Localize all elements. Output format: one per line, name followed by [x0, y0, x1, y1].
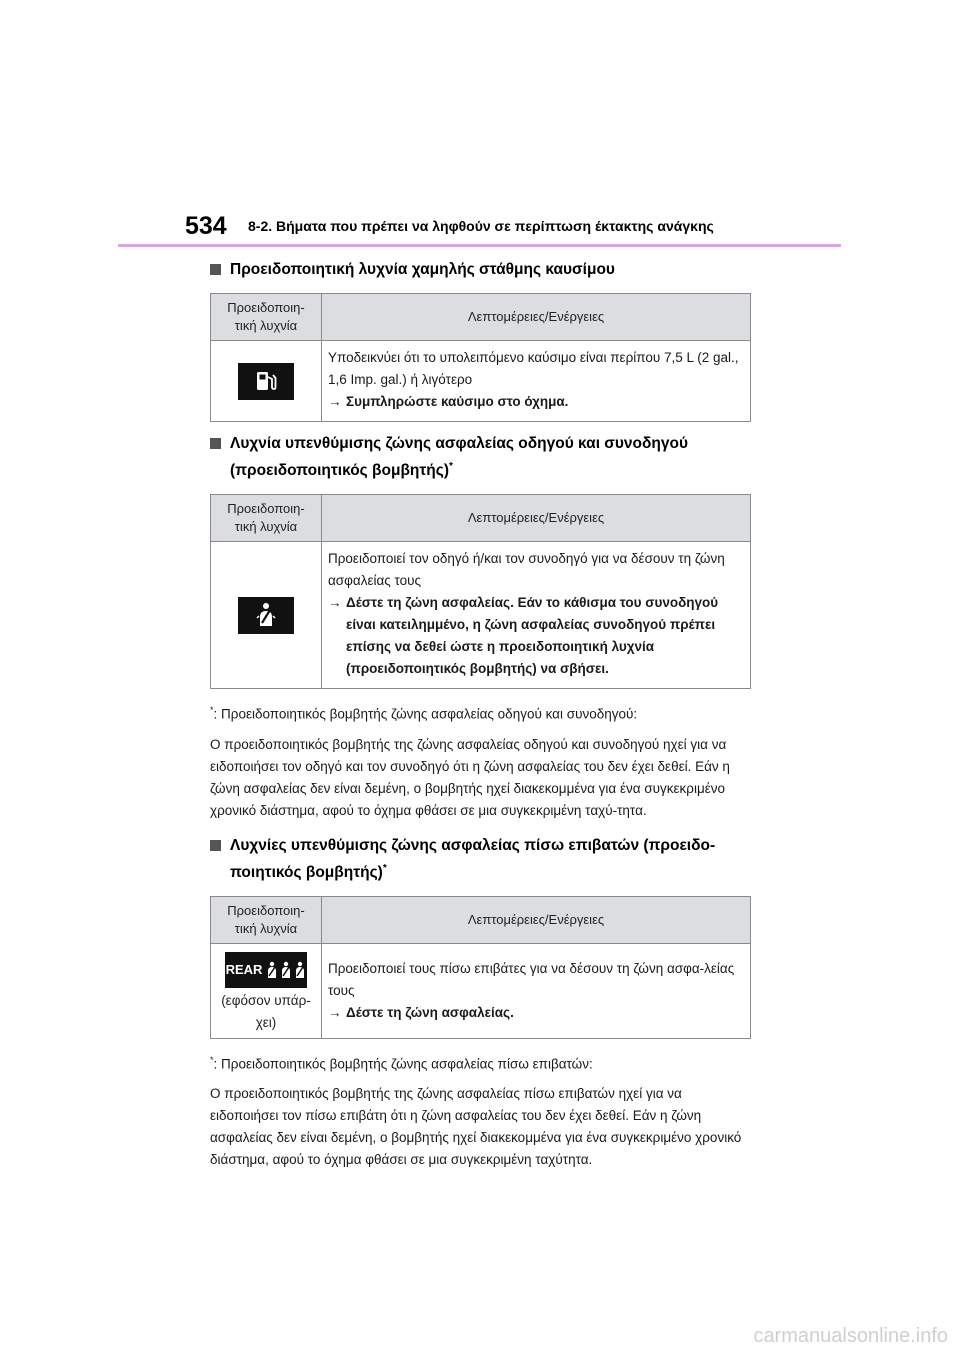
header-details: Λεπτομέρειες/Ενέργειες — [322, 896, 751, 943]
arrow-icon: → — [328, 595, 342, 611]
lamp-description — [322, 341, 751, 422]
main-content — [210, 258, 752, 1183]
page-header — [0, 0, 960, 250]
action-line — [328, 1002, 742, 1024]
footnote: *: Προειδοποιητικός βομβητής ζώνης ασφαλείας πίσω επιβατών: — [210, 1054, 593, 1072]
rear-seatbelt-lamp-table — [210, 896, 751, 1039]
header-divider — [118, 244, 841, 247]
arrow-icon: → — [328, 1004, 342, 1020]
seatbelt-icon — [238, 597, 294, 634]
lamp-description — [322, 943, 751, 1038]
header-details: Λεπτομέρειες/Ενέργειες — [322, 495, 751, 542]
paragraph: Ο προειδοποιητικός βομβητής της ζώνης ασφαλείας πίσω επιβατών ηχεί για να ειδοποιήσει τον πίσω επιβάτη ότι η ζώνη ασφαλείας του δεν έχει δεθεί. Εάν η ζώνη ασφαλείας δεν είναι δεμένη, ο βομβητής ηχεί διακεκομμένα για ένα συγκεκριμένο χρονικό διάστημα, αφού το όχημα φθάσει σε μια συγκεκριμένη ταχύτητα. — [210, 1086, 742, 1168]
arrow-icon: → — [328, 394, 342, 409]
icon-availability-note: (εφόσον υπάρ-χει) — [221, 992, 311, 1030]
table-row — [211, 542, 751, 689]
section-title-fuel: Προειδοποιητική λυχνία χαμηλής στάθμης καυσίμου — [210, 258, 752, 281]
page-number: 534 — [185, 212, 227, 240]
table-header-row — [211, 495, 751, 542]
action-line — [328, 391, 742, 413]
lamp-icon-cell — [211, 341, 322, 422]
table-row — [211, 943, 751, 1038]
action-text: Συμπληρώστε καύσιμο στο όχημα. — [346, 394, 569, 409]
header-warning-lamp: Προειδοποιη- τική λυχνία — [211, 896, 322, 943]
watermark: carmanualsonline.info — [753, 1325, 948, 1347]
header-warning-lamp: Προειδοποιη- τική λυχνία — [211, 294, 322, 341]
section-title-seatbelt: Λυχνία υπενθύμισης ζώνης ασφαλείας οδηγού και συνοδηγού (προειδοποιητικός βομβητής)* — [210, 432, 752, 482]
lamp-description — [322, 542, 751, 689]
description-text: Υποδεικνύει ότι το υπολειπόμενο καύσιμο είναι περίπου 7,5 L (2 gal., 1,6 Imp. gal.) ή λιγότερο — [328, 350, 739, 387]
seatbelt-lamp-table — [210, 494, 751, 689]
rear-seatbelt-icon — [225, 952, 307, 988]
fuel-pump-icon — [238, 363, 294, 400]
paragraph: Ο προειδοποιητικός βομβητής της ζώνης ασφαλείας οδηγού και συνοδηγού ηχεί για να ειδοποιήσει τον οδηγό και τον συνοδηγό ότι η ζώνη ασφαλείας του δεν έχει δεθεί. Εάν η ζώνη ασφαλείας δεν είναι δεμένη, ο βομβητής ηχεί διακεκομμένα για ένα συγκεκριμένο χρονικό διάστημα, αφού το όχημα φθάσει σε μια συγκεκριμένη ταχύ-τητα. — [210, 736, 730, 818]
action-text: Δέστε τη ζώνη ασφαλείας. — [346, 1004, 514, 1020]
lamp-icon-cell — [211, 943, 322, 1038]
table-header-row — [211, 294, 751, 341]
bullet-square-icon — [210, 264, 221, 275]
action-line — [328, 592, 742, 680]
lamp-icon-cell — [211, 542, 322, 689]
description-text: Προειδοποιεί τους πίσω επιβάτες για να δέσουν τη ζώνη ασφα-λείας τους — [328, 960, 735, 998]
header-warning-lamp: Προειδοποιη- τική λυχνία — [211, 495, 322, 542]
action-text: Δέστε τη ζώνη ασφαλείας. Εάν το κάθισμα του συνοδηγού είναι κατειλημμένο, η ζώνη ασφαλείας συνοδηγού πρέπει επίσης να δεθεί ώστε η προειδοποιητική λυχνία (προειδοποιητικός βομβητής) να σβήσει. — [346, 595, 719, 677]
footnote: *: Προειδοποιητικός βομβητής ζώνης ασφαλείας οδηγού και συνοδηγού: — [210, 705, 638, 722]
bullet-square-icon — [210, 438, 221, 449]
chapter-title: 8-2. Βήματα που πρέπει να ληφθούν σε περίπτωση έκτακτης ανάγκης — [248, 218, 714, 234]
header-details: Λεπτομέρειες/Ενέργειες — [322, 294, 751, 341]
table-row — [211, 341, 751, 422]
description-text: Προειδοποιεί τον οδηγό ή/και τον συνοδηγό για να δέσουν τη ζώνη ασφαλείας τους — [328, 551, 725, 589]
fuel-lamp-table — [210, 293, 751, 422]
table-header-row — [211, 896, 751, 943]
bullet-square-icon — [210, 840, 221, 851]
rear-label: REAR — [225, 962, 263, 978]
section-title-rear-seatbelt: Λυχνίες υπενθύμισης ζώνης ασφαλείας πίσω επιβατών (προειδο-ποιητικός βομβητής)* — [210, 834, 752, 884]
